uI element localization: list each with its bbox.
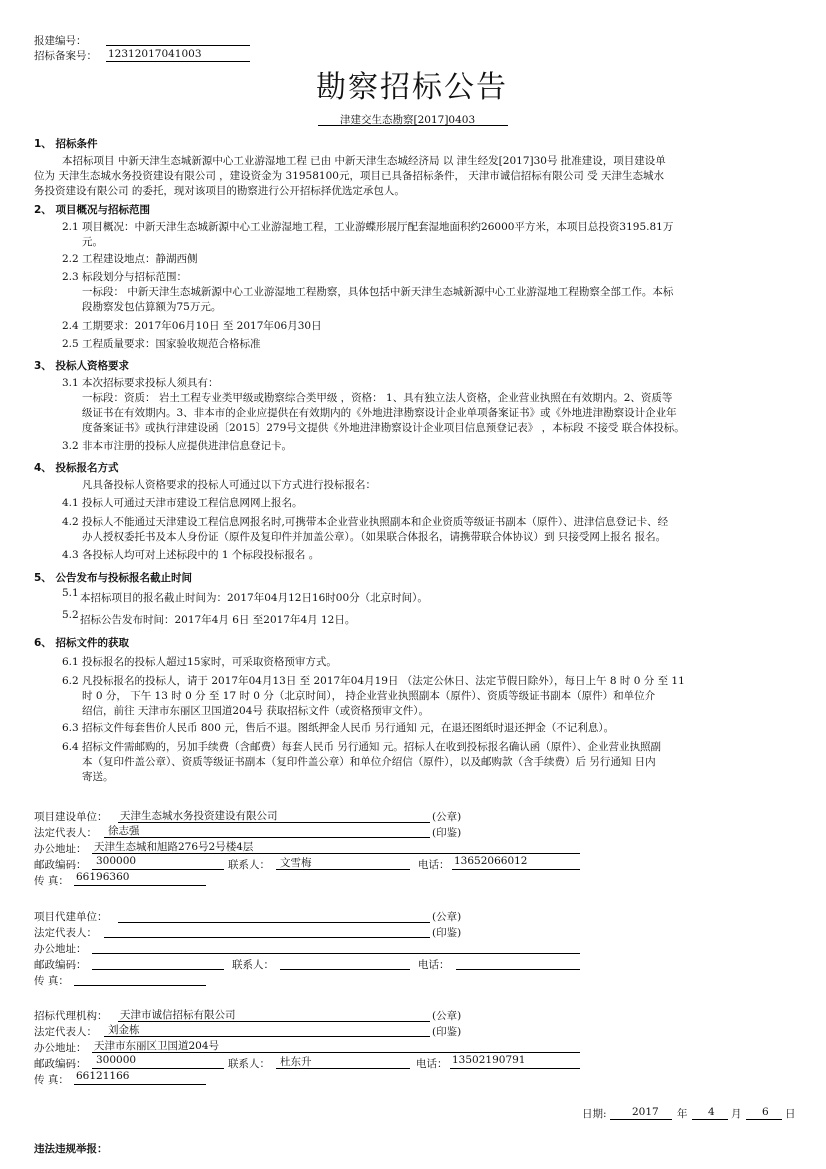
agency-legal-rep-line xyxy=(104,1036,430,1037)
filing-number-line xyxy=(106,61,250,62)
builder-fax-label: 传 真： xyxy=(34,875,69,887)
builder-seal: (公章) xyxy=(432,811,462,823)
builder-contact-line xyxy=(276,869,410,870)
violation-report-label: 违法违规举报： xyxy=(34,1143,108,1155)
s5-p52: 招标公告发布时间：2017年4月 6日 至2017年4月 12日。 xyxy=(80,614,356,626)
agent-build-contact-label: 联系人： xyxy=(232,959,274,971)
agent-build-address-line xyxy=(92,953,580,954)
agent-build-contact-line xyxy=(280,969,410,970)
s4-p41: 4.1 投标人可通过天津市建设工程信息网网上报名。 xyxy=(62,497,303,509)
agency-phone-label: 电话： xyxy=(416,1058,448,1070)
s1-line-1: 本招标项目 中新天津生态城新源中心工业游湿地工程 已由 中新天津生态城经济局 以 津生经发[2017]30号 批准建设，项目建设单 xyxy=(62,155,666,167)
s6-p62c: 绍信，前往 天津市东丽区卫国道204号 获取招标文件（或资格预审文件）。 xyxy=(82,705,429,717)
date-month: 4 xyxy=(708,1106,715,1118)
builder-address-line xyxy=(92,853,580,854)
agent-build-unit-label: 项目代建单位： xyxy=(34,911,108,923)
agency-sign: (印鉴) xyxy=(432,1026,462,1038)
report-number-line xyxy=(106,45,250,46)
s2-p24: 2.4 工期要求：2017年06月10日 至 2017年06月30日 xyxy=(62,320,322,332)
builder-legal-rep: 徐志强 xyxy=(108,825,140,837)
agent-build-unit-line xyxy=(118,922,430,923)
builder-address-label: 办公地址： xyxy=(34,843,87,855)
report-number-label: 报建编号： xyxy=(34,35,87,47)
builder-unit-line xyxy=(118,822,430,823)
agency-fax-line xyxy=(74,1084,206,1085)
builder-fax-line xyxy=(74,885,206,886)
s3-p31c: 度备案证书》或执行津建设函〔2015〕279号文提供《外地进津勘察设计企业项目信息预登记表》 ，本标段 不接受 联合体投标。 xyxy=(82,422,685,434)
agent-build-legal-rep-label: 法定代表人： xyxy=(34,927,97,939)
section-3-heading: 3、 投标人资格要求 xyxy=(34,360,129,372)
builder-postcode-label: 邮政编码： xyxy=(34,859,87,871)
s5-p51-number: 5.1 xyxy=(62,587,79,599)
page-title: 勘察招标公告 xyxy=(316,70,508,105)
agent-build-postcode-line xyxy=(92,969,224,970)
document-number-line xyxy=(318,125,508,126)
date-month-unit: 月 xyxy=(731,1108,742,1120)
date-year-unit: 年 xyxy=(677,1108,688,1120)
s2-p21a: 2.1 项目概况：中新天津生态城新源中心工业游湿地工程，工业游蝶形展厅配套湿地面积约26000平方米，本项目总投资3195.81万 xyxy=(62,221,674,233)
agent-build-postcode-label: 邮政编码： xyxy=(34,959,87,971)
builder-phone: 13652066012 xyxy=(454,855,528,867)
date-year: 2017 xyxy=(632,1106,659,1118)
s6-p64b: 本（复印件盖公章）、资质等级证书副本（复印件盖公章）和单位介绍信（原件），以及邮购款（含手续费）后 另行通知 日内 xyxy=(82,756,656,768)
s2-p23b: 段勘察发包估算额为75万元。 xyxy=(82,301,222,313)
agent-build-legal-rep-line xyxy=(104,937,430,938)
agent-build-seal: (公章) xyxy=(432,911,462,923)
s2-p25: 2.5 工程质量要求：国家验收规范合格标准 xyxy=(62,338,261,350)
section-2-heading: 2、 项目概况与招标范围 xyxy=(34,204,150,216)
s4-p43: 4.3 各投标人均可对上述标段中的 1 个标段投标报名 。 xyxy=(62,549,320,561)
s5-p52-number: 5.2 xyxy=(62,609,79,621)
s5-p51: 本招标项目的报名截止时间为：2017年04月12日16时00分（北京时间）。 xyxy=(80,592,428,604)
agency-address-label: 办公地址： xyxy=(34,1042,87,1054)
builder-postcode-line xyxy=(92,869,224,870)
date-label: 日期: xyxy=(582,1108,607,1120)
agency-phone: 13502190791 xyxy=(452,1054,526,1066)
s2-p21b: 元。 xyxy=(82,236,103,248)
agency-unit-name: 天津市诚信招标有限公司 xyxy=(120,1009,236,1021)
section-6-heading: 6、 招标文件的获取 xyxy=(34,637,129,649)
s3-p31a: 一标段：资质： 岩土工程专业类甲级或勘察综合类甲级 ，资格： 1、具有独立法人资格，企业营业执照在有效期内。2、资质等 xyxy=(82,392,673,404)
agency-contact: 杜东升 xyxy=(280,1056,312,1068)
s6-p62a: 6.2 凡投标报名的投标人，请于 2017年04月13日 至 2017年04月19日 （法定公休日、法定节假日除外），每日上午 8 时 0 分 至 11 xyxy=(62,675,685,687)
s6-p63: 6.3 招标文件每套售价人民币 800 元，售后不退。图纸押金人民币 另行通知 元，在退还图纸时退还押金（不记利息）。 xyxy=(62,722,615,734)
agency-unit-label: 招标代理机构： xyxy=(34,1010,108,1022)
document-number: 津建交生态勘察[2017]0403 xyxy=(340,114,476,126)
date-day-unit: 日 xyxy=(785,1108,796,1120)
s2-p22: 2.2 工程建设地点：静湖西侧 xyxy=(62,253,198,265)
builder-fax: 66196360 xyxy=(76,871,130,883)
builder-contact-label: 联系人： xyxy=(228,859,270,871)
builder-phone-line xyxy=(452,869,580,870)
agency-address-line xyxy=(92,1052,580,1053)
builder-legal-rep-label: 法定代表人： xyxy=(34,827,97,839)
agent-build-fax-line xyxy=(74,985,206,986)
s6-p61: 6.1 投标报名的投标人超过15家时，可采取资格预审方式。 xyxy=(62,656,337,668)
s4-p42b: 办人授权委托书及本人身份证（原件及复印件并加盖公章）。（如果联合体报名，请携带联合体协议）到 只接受网上报名 报名。 xyxy=(82,531,667,543)
agent-build-phone-label: 电话： xyxy=(418,959,450,971)
builder-unit-label: 项目建设单位： xyxy=(34,811,108,823)
filing-number: 12312017041003 xyxy=(108,48,202,60)
s6-p62b: 时 0 分， 下午 13 时 0 分 至 17 时 0 分（北京时间）， 持企业营业执照副本（原件）、资质等级证书副本（原件）和单位介 xyxy=(82,690,656,702)
agency-fax: 66121166 xyxy=(76,1070,130,1082)
agency-seal: (公章) xyxy=(432,1010,462,1022)
builder-legal-rep-line xyxy=(104,837,430,838)
date-day: 6 xyxy=(762,1106,769,1118)
s2-p23a: 一标段： 中新天津生态城新源中心工业游湿地工程勘察，具体包括中新天津生态城新源中心工业游湿地工程勘察全部工作。本标 xyxy=(82,286,674,298)
agency-legal-rep-label: 法定代表人： xyxy=(34,1026,97,1038)
agent-build-phone-line xyxy=(456,969,580,970)
s4-p42a: 4.2 投标人不能通过天津建设工程信息网报名时,可携带本企业营业执照副本和企业资质等级证书副本（原件）、进津信息登记卡、经 xyxy=(62,516,669,528)
agency-contact-label: 联系人： xyxy=(228,1058,270,1070)
agency-unit-line xyxy=(118,1021,430,1022)
agency-postcode: 300000 xyxy=(96,1054,137,1066)
s3-p32: 3.2 非本市注册的投标人应提供进津信息登记卡。 xyxy=(62,440,293,452)
section-5-heading: 5、 公告发布与投标报名截止时间 xyxy=(34,572,192,584)
agency-legal-rep: 刘金栋 xyxy=(108,1024,140,1036)
builder-contact: 文雪梅 xyxy=(280,857,312,869)
s3-p31b: 级证书在有效期内。3、非本市的企业应提供在有效期内的《外地进津勘察设计企业单项备案证书》或《外地进津勘察设计企业年 xyxy=(82,407,677,419)
date-day-line xyxy=(746,1119,782,1120)
agency-phone-line xyxy=(450,1068,580,1069)
builder-phone-label: 电话： xyxy=(418,859,450,871)
filing-number-label: 招标备案号： xyxy=(34,50,97,62)
agent-build-fax-label: 传 真： xyxy=(34,975,69,987)
s1-line-3: 务投资建设有限公司 的委托，现对该项目的勘察进行公开招标择优选定承包人。 xyxy=(34,185,405,197)
agency-address: 天津市东丽区卫国道204号 xyxy=(94,1040,220,1052)
s1-line-2: 位为 天津生态城水务投资建设有限公司 ，建设资金为 31958100元，项目已具备招标条件， 天津市诚信招标有限公司 受 天津生态城水 xyxy=(34,170,664,182)
date-month-line xyxy=(692,1119,728,1120)
agency-contact-line xyxy=(276,1068,410,1069)
builder-sign: (印鉴) xyxy=(432,827,462,839)
builder-unit-name: 天津生态城水务投资建设有限公司 xyxy=(120,810,278,822)
agency-postcode-line xyxy=(92,1068,224,1069)
s6-p64c: 寄送。 xyxy=(82,771,114,783)
s4-intro: 凡具备投标人资格要求的投标人可通过以下方式进行投标报名： xyxy=(82,479,376,491)
s2-p23: 2.3 标段划分与招标范围： xyxy=(62,271,188,283)
builder-address: 天津生态城和旭路276号2号楼4层 xyxy=(94,841,254,853)
builder-postcode: 300000 xyxy=(96,855,137,867)
agent-build-sign: (印鉴) xyxy=(432,927,462,939)
agency-fax-label: 传 真： xyxy=(34,1074,69,1086)
section-4-heading: 4、 投标报名方式 xyxy=(34,462,119,474)
s6-p64a: 6.4 招标文件需邮购的，另加手续费（含邮费）每套人民币 另行通知 元。招标人在收到投标报名确认函（原件）、企业营业执照副 xyxy=(62,741,661,753)
agency-postcode-label: 邮政编码： xyxy=(34,1058,87,1070)
s3-p31: 3.1 本次招标要求投标人须具有： xyxy=(62,377,219,389)
agent-build-address-label: 办公地址： xyxy=(34,943,87,955)
section-1-heading: 1、 招标条件 xyxy=(34,138,98,150)
date-year-line xyxy=(610,1119,672,1120)
